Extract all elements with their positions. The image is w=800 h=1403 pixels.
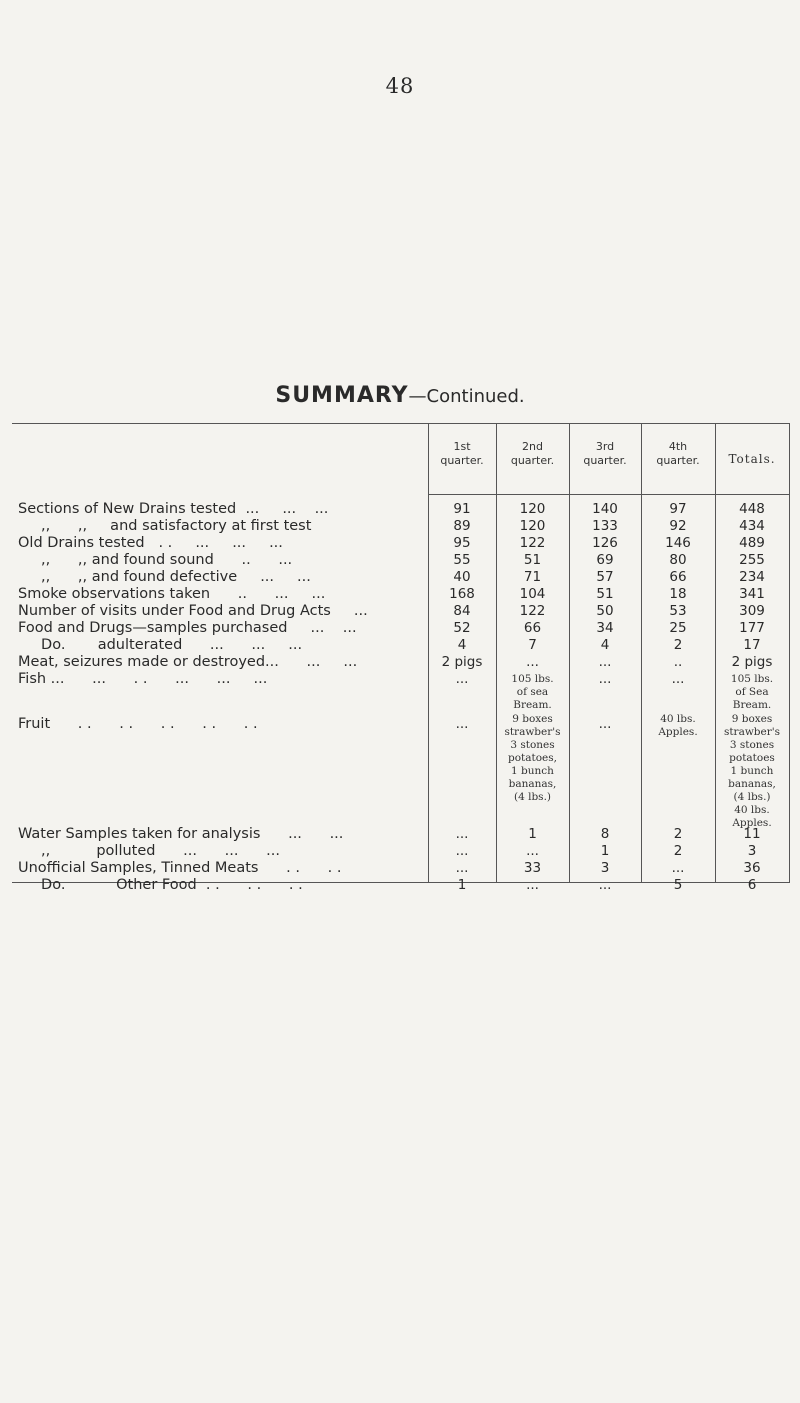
column-header-q4	[641, 440, 715, 468]
row-label: Unofficial Samples, Tinned Meats . . . .	[18, 860, 342, 876]
table-cell: 3	[600, 860, 610, 876]
row-label: Sections of New Drains tested ... ... ...	[18, 501, 329, 517]
fruit-total-note: 9 boxes strawber's 3 stones potatoes 1 bunch bananas, (4 lbs.) 40 lbs. Apples.	[723, 713, 781, 829]
table-cell: ...	[598, 716, 612, 732]
column-header-q1-text: 1st quarter.	[440, 440, 484, 467]
table-cell: 2 pigs	[731, 654, 773, 670]
row-label: ,, ,, and satisfactory at first test	[18, 518, 312, 534]
table-cell: 1	[528, 826, 537, 842]
table-cell: 51	[596, 586, 614, 602]
table-cell: 34	[596, 620, 614, 636]
table-cell: 80	[669, 552, 687, 568]
table-cell: ...	[455, 671, 469, 687]
row-label: ,, polluted ... ... ...	[18, 843, 280, 859]
table-cell: ..	[673, 654, 683, 670]
table-top-rule	[12, 423, 790, 424]
table-cell: ...	[455, 860, 469, 876]
table-cell: 5	[673, 877, 683, 893]
table-cell: 51	[523, 552, 542, 568]
table-cell: 53	[669, 603, 687, 619]
table-cell: 97	[669, 501, 687, 517]
table-cell: ...	[671, 671, 685, 687]
column-header-q2	[496, 440, 569, 468]
table-cell: 120	[519, 518, 546, 534]
table-cell: 95	[453, 535, 471, 551]
table-cell: ...	[455, 716, 469, 732]
table-cell: ...	[598, 671, 612, 687]
table-cell: ...	[526, 654, 539, 670]
row-label: Old Drains tested . . ... ... ...	[18, 535, 283, 551]
fish-total-note: 105 lbs. of Sea Bream.	[730, 673, 774, 711]
row-label: ,, ,, and found sound .. ...	[18, 552, 293, 568]
table-cell: 126	[592, 535, 618, 551]
table-cell: 6	[747, 877, 757, 893]
fish-q2-note: 105 lbs. of sea Bream.	[511, 673, 554, 711]
table-cell: 309	[739, 603, 765, 619]
table-cell: 2	[673, 637, 683, 653]
table-cell: 11	[743, 826, 761, 842]
table-cell: 1	[600, 843, 610, 859]
table-cell: ...	[526, 843, 539, 859]
row-label: Food and Drugs—samples purchased ... ...	[18, 620, 357, 636]
table-cell: ...	[455, 843, 469, 859]
row-label: Meat, seizures made or destroyed... ... ...	[18, 654, 358, 670]
column-header-q2-text: 2nd quarter.	[510, 440, 555, 467]
row-label: Smoke observations taken .. ... ...	[18, 586, 326, 602]
table-cell: 69	[596, 552, 614, 568]
table-cell: ...	[598, 877, 612, 893]
table-cell: 4	[600, 637, 610, 653]
table-cell: 4	[457, 637, 467, 653]
table-cell: 146	[665, 535, 691, 551]
column-header-totals	[715, 452, 789, 466]
table-cell: 52	[453, 620, 471, 636]
page-number: 48	[385, 74, 415, 98]
table-cell: 25	[669, 620, 687, 636]
table-cell: 66	[669, 569, 687, 585]
table-cell: 89	[453, 518, 471, 534]
table-cell: 2	[673, 843, 683, 859]
row-label: Fruit . . . . . . . . . .	[18, 716, 258, 732]
col-divider	[789, 423, 790, 882]
table-cell: 122	[519, 535, 546, 551]
table-cell: 177	[739, 620, 765, 636]
table-cell: 341	[739, 586, 765, 602]
table-cell: 66	[523, 620, 542, 636]
column-header-totals-text: Totals.	[728, 452, 776, 466]
fruit-q4-note: 40 lbs. Apples.	[658, 713, 698, 738]
table-cell: 1	[457, 877, 467, 893]
row-label: Do. Other Food . . . . . .	[18, 877, 303, 893]
table-cell: 71	[523, 569, 542, 585]
row-label: Number of visits under Food and Drug Acts ...	[18, 603, 368, 619]
column-header-q3-text: 3rd quarter.	[583, 440, 627, 467]
table-cell: 7	[528, 637, 537, 653]
header-bottom-rule	[428, 494, 790, 495]
table-cell: 120	[519, 501, 546, 517]
fruit-q2-note: 9 boxes strawber's 3 stones potatoes, 1 bunch bananas, (4 lbs.)	[504, 713, 561, 803]
table-cell: 55	[453, 552, 471, 568]
row-label: Do. adulterated ... ... ...	[18, 637, 303, 653]
table-cell: 40	[453, 569, 471, 585]
table-cell: 140	[592, 501, 618, 517]
table-cell: 92	[669, 518, 687, 534]
table-cell: ...	[455, 826, 469, 842]
table-cell: 3	[747, 843, 757, 859]
row-label: Fish ... ... . . ... ... ...	[18, 671, 268, 687]
table-cell: 234	[739, 569, 765, 585]
table-cell: 122	[519, 603, 546, 619]
table-cell: 33	[523, 860, 542, 876]
column-header-q1	[428, 440, 496, 468]
table-cell: ...	[598, 654, 612, 670]
row-label: ,, ,, and found defective ... ...	[18, 569, 311, 585]
table-cell: 2 pigs	[441, 654, 483, 670]
table-cell: 8	[600, 826, 610, 842]
table-cell: 17	[743, 637, 761, 653]
column-header-q3	[569, 440, 641, 468]
summary-continued: —Continued.	[408, 386, 525, 407]
table-cell: 255	[739, 552, 765, 568]
table-cell: 57	[596, 569, 614, 585]
table-cell: 168	[449, 586, 475, 602]
table-cell: 91	[453, 501, 471, 517]
table-cell: 448	[739, 501, 765, 517]
table-cell: 434	[739, 518, 765, 534]
table-cell: ...	[526, 877, 539, 893]
table-cell: 104	[519, 586, 546, 602]
summary-heading	[0, 383, 800, 408]
table-cell: 84	[453, 603, 471, 619]
table-cell: 489	[739, 535, 765, 551]
table-cell: 2	[673, 826, 683, 842]
table-cell: 50	[596, 603, 614, 619]
table-cell: 133	[592, 518, 618, 534]
summary-title: SUMMARY	[275, 383, 409, 408]
column-header-q4-text: 4th quarter.	[656, 440, 700, 467]
table-cell: ...	[671, 860, 685, 876]
row-label: Water Samples taken for analysis ... ...	[18, 826, 344, 842]
table-cell: 18	[669, 586, 687, 602]
table-cell: 36	[743, 860, 761, 876]
